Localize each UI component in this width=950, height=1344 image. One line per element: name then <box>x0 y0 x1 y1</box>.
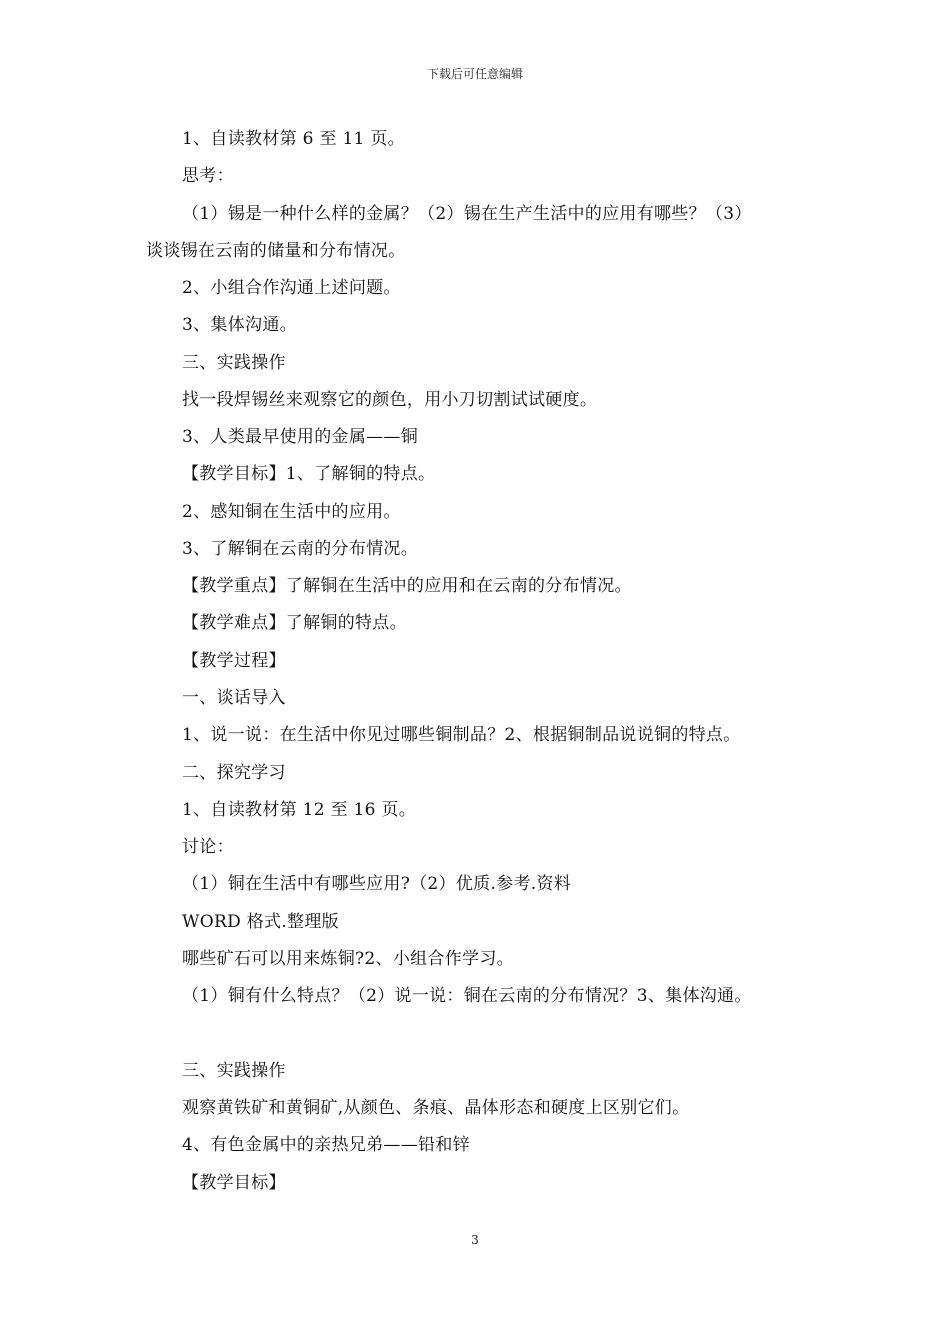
paragraph-line: （1）锡是一种什么样的金属？（2）锡在生产生活中的应用有哪些？（3） <box>182 204 752 224</box>
section-heading: 一、谈话导入 <box>182 688 286 708</box>
paragraph-line: 【教学重点】了解铜在生活中的应用和在云南的分布情况。 <box>182 576 632 596</box>
paragraph-line: 1、说一说：在生活中你见过哪些铜制品？2、根据铜制品说说铜的特点。 <box>182 725 741 745</box>
paragraph-line: 讨论： <box>182 837 234 857</box>
paragraph-line: 2、小组合作沟通上述问题。 <box>182 278 401 298</box>
paragraph-line: 思考： <box>182 166 234 186</box>
section-heading: 二、探究学习 <box>182 763 286 783</box>
section-heading: 3、人类最早使用的金属——铜 <box>182 427 419 447</box>
paragraph-line: 2、感知铜在生活中的应用。 <box>182 502 401 522</box>
section-heading: 三、实践操作 <box>182 353 286 373</box>
paragraph-line: 观察黄铁矿和黄铜矿,从颜色、条痕、晶体形态和硬度上区别它们。 <box>182 1098 690 1118</box>
paragraph-line: WORD 格式.整理版 <box>182 912 339 932</box>
page-number: 3 <box>471 1233 479 1247</box>
page-header: 下载后可任意编辑 <box>426 67 523 81</box>
paragraph-line: 【教学目标】1、了解铜的特点。 <box>182 464 436 484</box>
paragraph-line: 找一段焊锡丝来观察它的颜色，用小刀切割试试硬度。 <box>182 390 598 410</box>
section-heading: 【教学目标】 <box>182 1173 286 1193</box>
paragraph-line: （1）铜在生活中有哪些应用?（2）优质.参考.资料 <box>182 874 572 894</box>
section-heading: 【教学过程】 <box>182 651 286 671</box>
paragraph-line: 哪些矿石可以用来炼铜?2、小组合作学习。 <box>182 949 514 969</box>
paragraph-line: 【教学难点】了解铜的特点。 <box>182 613 407 633</box>
paragraph-line: 1、自读教材第 6 至 11 页。 <box>182 129 405 149</box>
section-heading: 三、实践操作 <box>182 1061 286 1081</box>
paragraph-line: 谈谈锡在云南的储量和分布情况。 <box>146 241 406 261</box>
section-heading: 4、有色金属中的亲热兄弟——铅和锌 <box>182 1135 470 1155</box>
paragraph-line: 3、了解铜在云南的分布情况。 <box>182 539 419 559</box>
paragraph-line: 1、自读教材第 12 至 16 页。 <box>182 800 417 820</box>
paragraph-line: （1）铜有什么特点？（2）说一说：铜在云南的分布情况？3、集体沟通。 <box>182 986 752 1006</box>
paragraph-line: 3、集体沟通。 <box>182 315 297 335</box>
